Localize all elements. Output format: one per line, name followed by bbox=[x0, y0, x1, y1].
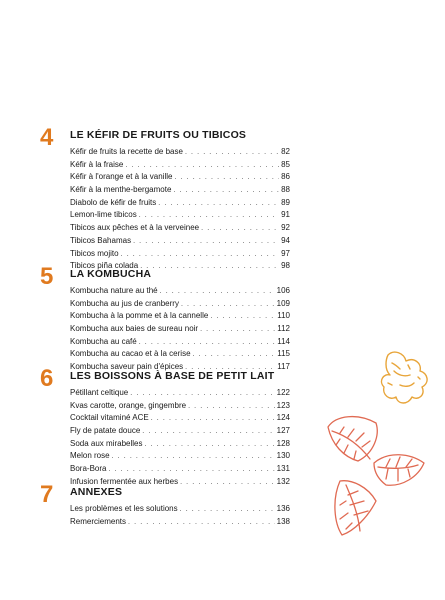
section-number: 7 bbox=[40, 481, 54, 508]
toc-entry-page: 82 bbox=[281, 147, 290, 156]
leaf-icon bbox=[328, 417, 424, 535]
section-entries bbox=[70, 387, 290, 489]
dot-leader bbox=[158, 198, 279, 211]
toc-entry-label: Tibicos Bahamas bbox=[70, 235, 132, 245]
dot-leader bbox=[193, 349, 276, 362]
dot-leader bbox=[173, 185, 279, 198]
dot-leader bbox=[133, 236, 279, 249]
toc-entry bbox=[70, 222, 290, 235]
dot-leader bbox=[128, 517, 275, 530]
ginger-root-icon bbox=[382, 352, 428, 403]
dot-leader bbox=[210, 311, 275, 324]
toc-entry-label: Kombucha nature au thé bbox=[70, 286, 158, 295]
toc-entry-page: 131 bbox=[276, 464, 290, 474]
toc-entry-label: Pétillant celtique bbox=[70, 388, 129, 397]
section-number: 6 bbox=[40, 365, 54, 392]
toc-entry-page: 136 bbox=[276, 504, 290, 513]
toc-entry-label: Cocktail vitaminé ACE bbox=[70, 413, 149, 423]
toc-entry bbox=[70, 197, 290, 210]
toc-entry bbox=[70, 298, 290, 311]
section-entries bbox=[70, 503, 290, 528]
toc-entry-label: Kombucha au café bbox=[70, 336, 137, 346]
toc-entry-page: 138 bbox=[276, 516, 290, 526]
dot-leader bbox=[185, 147, 279, 160]
toc-entry-page: 89 bbox=[281, 197, 290, 207]
toc-entry-label: Kombucha au jus de cranberry bbox=[70, 298, 179, 308]
dot-leader bbox=[200, 324, 275, 337]
section-title: ANNEXES bbox=[70, 486, 123, 498]
toc-entry bbox=[70, 348, 290, 361]
toc-entry-label: Diabolo de kéfir de fruits bbox=[70, 197, 157, 207]
toc-entry bbox=[70, 400, 290, 413]
toc-entry-label: Kombucha saveur pain d'épices bbox=[70, 362, 184, 372]
dot-leader bbox=[144, 439, 274, 452]
toc-entry-page: 114 bbox=[277, 336, 290, 346]
toc-entry-page: 124 bbox=[276, 413, 290, 423]
dot-leader bbox=[121, 249, 279, 262]
toc-entry bbox=[70, 248, 290, 261]
toc-entry-page: 117 bbox=[277, 362, 290, 372]
toc-entry bbox=[70, 171, 290, 184]
toc-entry-page: 94 bbox=[281, 235, 290, 245]
toc-entry bbox=[70, 438, 290, 451]
toc-entry bbox=[70, 323, 290, 336]
toc-entry-label: Remerciements bbox=[70, 516, 127, 526]
toc-entry-page: 110 bbox=[277, 311, 290, 321]
toc-entry-label: Tibicos mojito bbox=[70, 248, 119, 258]
dot-leader bbox=[142, 426, 274, 439]
toc-entry-page: 86 bbox=[281, 172, 290, 182]
section-number: 4 bbox=[40, 124, 54, 151]
toc-entry-label: Kvas carotte, orange, gingembre bbox=[70, 400, 187, 410]
toc-entry bbox=[70, 463, 290, 476]
toc-entry bbox=[70, 503, 290, 516]
toc-entry-label: Bora-Bora bbox=[70, 464, 107, 474]
toc-entry-page: 92 bbox=[281, 223, 290, 233]
dot-leader bbox=[188, 401, 275, 414]
dot-leader bbox=[112, 451, 275, 464]
toc-entry bbox=[70, 209, 290, 222]
toc-entry-label: Tibicos aux pêches et à la verveinee bbox=[70, 223, 200, 233]
toc-entry bbox=[70, 310, 290, 323]
dot-leader bbox=[174, 172, 279, 185]
ginger-leaf-illustration bbox=[318, 335, 445, 540]
toc-entry bbox=[70, 184, 290, 197]
toc-entry-label: Kombucha aux baies de sureau noir bbox=[70, 324, 199, 334]
dot-leader bbox=[180, 504, 275, 517]
dot-leader bbox=[201, 223, 279, 236]
toc-entry bbox=[70, 412, 290, 425]
toc-entry bbox=[70, 146, 290, 159]
toc-entry-label: Infusion fermentée aux herbes bbox=[70, 476, 179, 486]
toc-entry-label: Kéfir de fruits la recette de base bbox=[70, 147, 183, 156]
toc-entry-label: Kéfir à l'orange et à la vanille bbox=[70, 172, 173, 182]
toc-entry-page: 98 bbox=[281, 261, 290, 271]
toc-entry-page: 91 bbox=[281, 210, 290, 220]
toc-entry bbox=[70, 516, 290, 529]
toc-entry-page: 106 bbox=[276, 286, 290, 295]
section-title: LE KÉFIR DE FRUITS OU TIBICOS bbox=[70, 129, 247, 141]
toc-entry-page: 122 bbox=[276, 388, 290, 397]
toc-entry-label: Melon rose bbox=[70, 451, 110, 461]
toc-entry-page: 97 bbox=[281, 248, 290, 258]
toc-entry bbox=[70, 450, 290, 463]
toc-entry-label: Kombucha à la pomme et à la cannelle bbox=[70, 311, 209, 321]
toc-entry-page: 130 bbox=[276, 451, 290, 461]
section-entries bbox=[70, 285, 290, 374]
toc-entry bbox=[70, 285, 290, 298]
toc-entry-label: Les problèmes et les solutions bbox=[70, 504, 178, 513]
toc-entry-page: 109 bbox=[276, 298, 290, 308]
toc-entry bbox=[70, 235, 290, 248]
toc-entry-page: 128 bbox=[276, 438, 290, 448]
toc-entry-label: Soda aux mirabelles bbox=[70, 438, 143, 448]
toc-entry-page: 127 bbox=[276, 426, 290, 436]
section-title: LA KOMBUCHA bbox=[70, 268, 152, 280]
dot-leader bbox=[151, 413, 275, 426]
toc-entry-label: Lemon-lime tibicos bbox=[70, 210, 137, 220]
toc-entry bbox=[70, 159, 290, 172]
section-entries bbox=[70, 146, 290, 273]
toc-entry-label: Tibicos piña colada bbox=[70, 261, 139, 271]
toc-entry-page: 88 bbox=[281, 185, 290, 195]
toc-entry-page: 132 bbox=[276, 476, 290, 486]
section-title: LES BOISSONS À BASE DE PETIT LAIT bbox=[70, 370, 275, 382]
toc-entry-page: 85 bbox=[281, 159, 290, 169]
toc-entry-page: 112 bbox=[277, 324, 290, 334]
toc-entry bbox=[70, 336, 290, 349]
toc-entry bbox=[70, 425, 290, 438]
toc-entry-label: Kéfir à la menthe-bergamote bbox=[70, 185, 172, 195]
toc-entry-page: 115 bbox=[277, 349, 290, 359]
toc-entry-label: Fly de patate douce bbox=[70, 426, 141, 436]
section-number: 5 bbox=[40, 263, 54, 290]
toc-entry-label: Kombucha au cacao et à la cerise bbox=[70, 349, 191, 359]
toc-entry-page: 123 bbox=[276, 400, 290, 410]
toc-entry bbox=[70, 387, 290, 400]
toc-entry-label: Kéfir à la fraise bbox=[70, 159, 124, 169]
